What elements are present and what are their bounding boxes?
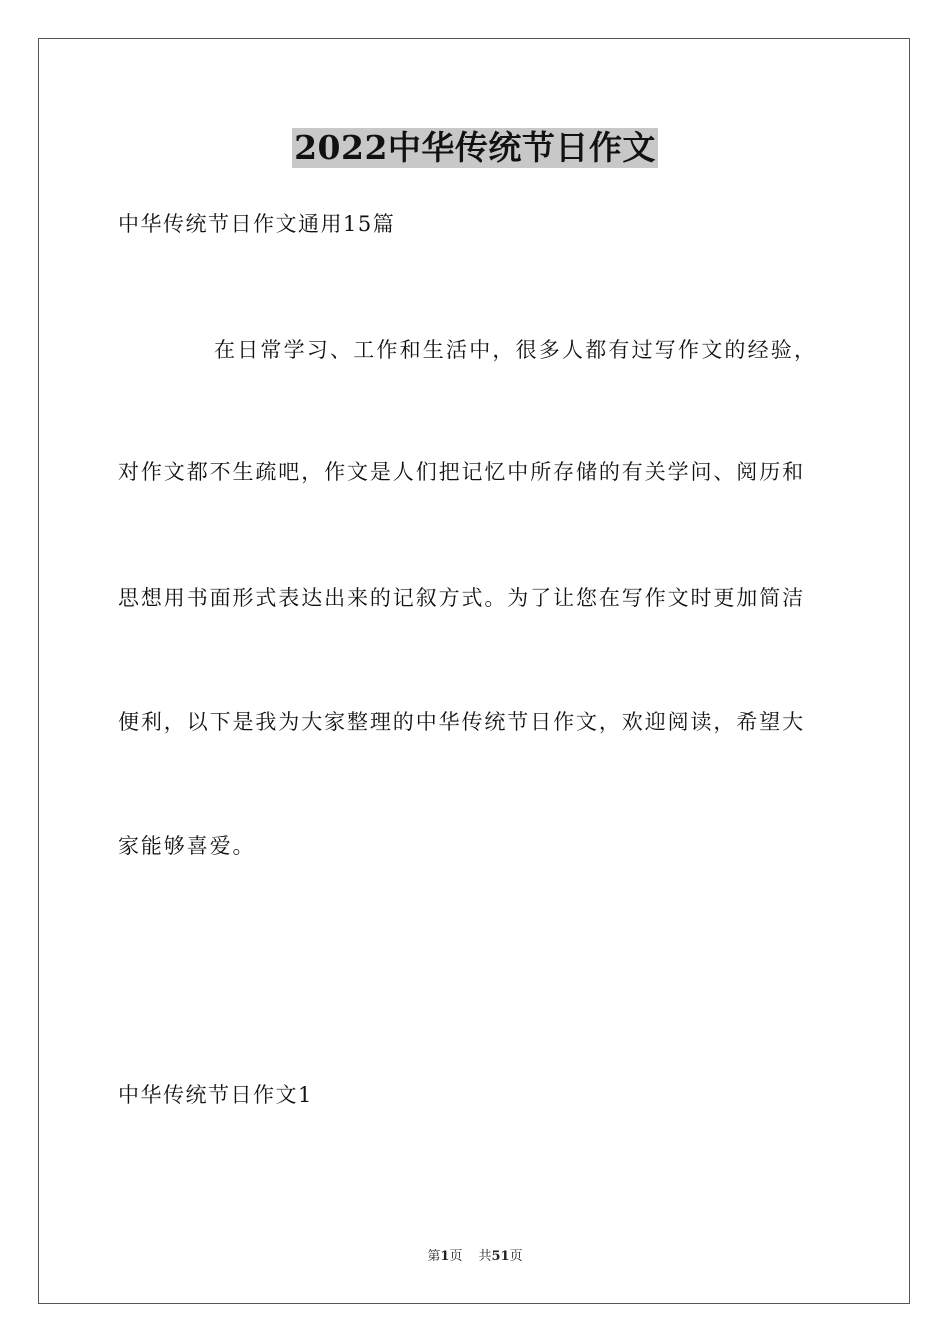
page-number: 1	[440, 1249, 450, 1264]
document-title: 2022中华传统节日作文	[294, 128, 656, 167]
title-container	[0, 128, 950, 168]
paragraph-line-2: 对作文都不生疏吧，作文是人们把记忆中所存储的有关学问、阅历和	[118, 460, 805, 484]
page-suffix: 页	[449, 1249, 463, 1264]
paragraph-line-5: 家能够喜爱。	[118, 834, 256, 858]
total-prefix: 共	[478, 1249, 492, 1264]
page-prefix: 第	[427, 1249, 441, 1264]
section-heading: 中华传统节日作文1	[118, 1083, 313, 1107]
total-suffix: 页	[509, 1249, 523, 1264]
paragraph-line-1: 在日常学习、工作和生活中，很多人都有过写作文的经验，	[214, 338, 818, 362]
total-pages: 51	[491, 1249, 510, 1264]
page-footer	[0, 1248, 950, 1266]
paragraph-line-3: 思想用书面形式表达出来的记叙方式。为了让您在写作文时更加简洁	[118, 586, 805, 610]
document-subtitle: 中华传统节日作文通用15篇	[118, 212, 396, 236]
paragraph-line-4: 便利，以下是我为大家整理的中华传统节日作文，欢迎阅读，希望大	[118, 710, 805, 734]
